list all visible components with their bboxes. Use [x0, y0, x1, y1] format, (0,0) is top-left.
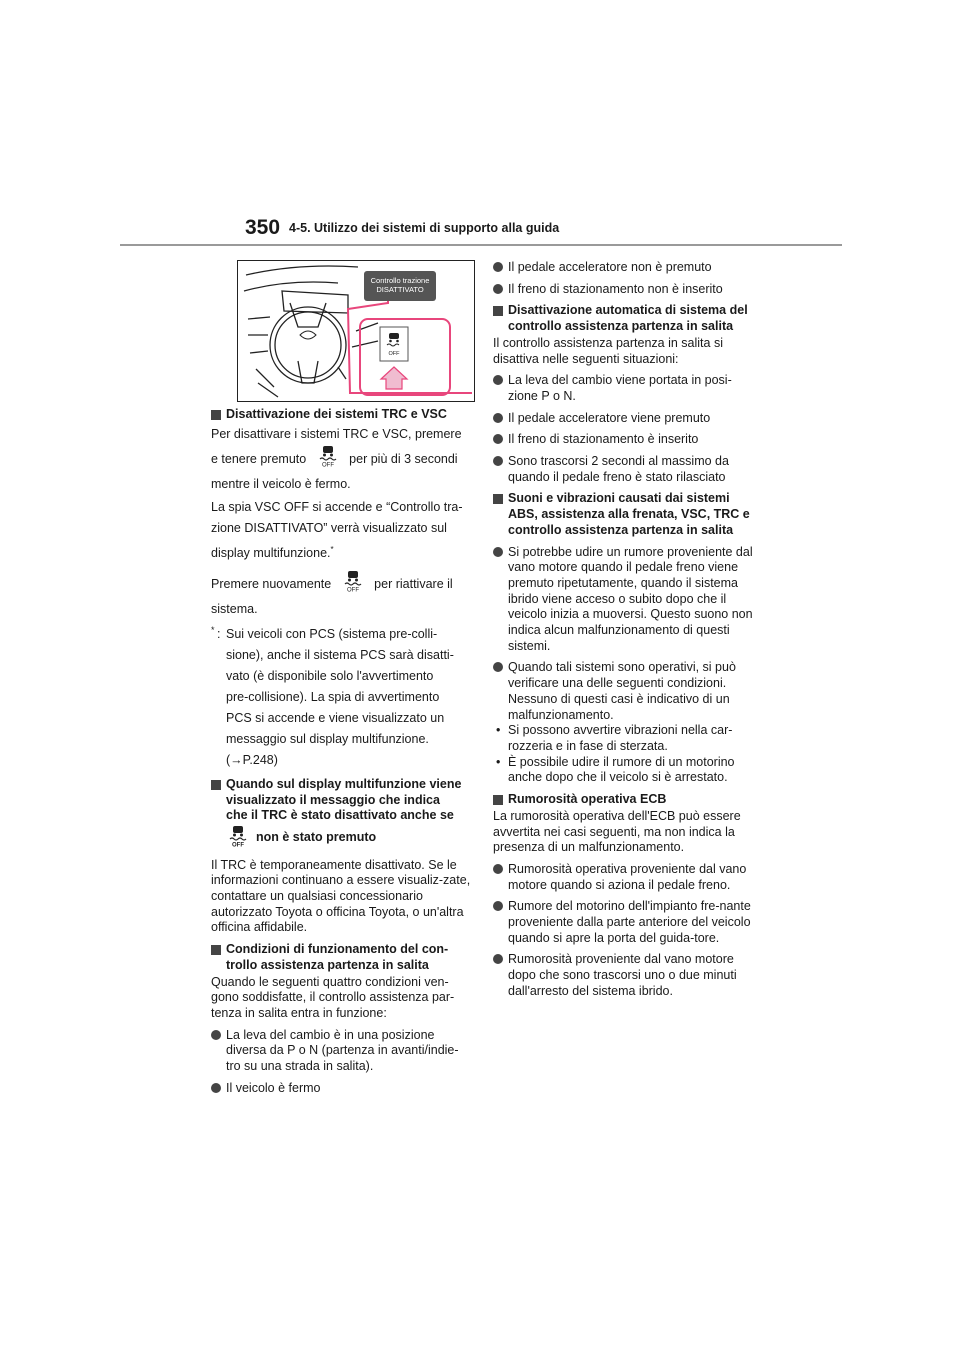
list-item: La leva del cambio viene portata in posi-zione P o N.	[493, 373, 753, 404]
circle-bullet-icon	[211, 1030, 221, 1040]
sub-list-item: • Si possono avvertire vibrazioni nella car-rozzeria e in fase di sterzata.	[496, 723, 733, 753]
svg-text:OFF: OFF	[388, 351, 400, 357]
svg-text:OFF: OFF	[232, 842, 244, 847]
para-auto-deactivation: Il controllo assistenza partenza in salita si disattiva nelle seguenti situazioni:	[493, 335, 723, 366]
heading-trc-vsc-off: Disattivazione dei sistemi TRC e VSC	[211, 407, 471, 423]
square-bullet-icon	[493, 795, 503, 805]
header-divider	[120, 244, 842, 246]
list-item: Il veicolo è fermo	[211, 1081, 471, 1097]
para-trc-temporarily-off: Il TRC è temporaneamente disattivato. Se le informazioni continuano a essere visualiz-zate, contattare un qualsiasi concessionario autorizzato Toyota o officina Toyota, o un'altra officina affidabile.	[211, 857, 471, 935]
list-item: Rumorosità operativa proveniente dal vano motore quando si aziona il pedale freno.	[493, 862, 753, 893]
square-bullet-icon	[211, 945, 221, 955]
left-column	[211, 260, 471, 1103]
heading-trc-message-tail: OFF non è stato premuto	[211, 825, 471, 852]
circle-bullet-icon	[493, 456, 503, 466]
note-line: (→P.248)	[226, 752, 278, 767]
svg-text:OFF: OFF	[321, 462, 334, 467]
circle-bullet-icon	[493, 954, 503, 964]
list-item: Rumore del motorino dell'impianto fre-nante proveniente dalla parte anteriore del veicolo quando si apre la porta del guida-tore.	[493, 899, 753, 946]
list-item: Il pedale acceleratore viene premuto	[493, 411, 753, 427]
svg-text:OFF: OFF	[346, 587, 359, 592]
heading-auto-deactivation: Disattivazione automatica di sistema del controllo assistenza partenza in salita	[493, 303, 753, 334]
page-number: 350	[245, 216, 281, 239]
footnote-pcs: * : Sui veicoli con PCS (sistema pre-colli- sione), anche il sistema PCS sarà disatti- vato (è disponibile solo l'avvertimento pre-collisione). La spia di avvertimento PCS si accende e viene visualizzato un messaggio sul display multifunzione. (→P.248)	[211, 624, 471, 771]
list-item: Il freno di stazionamento è inserito	[493, 432, 753, 448]
list-item: La leva del cambio è in una posizione diversa da P o N (partenza in avanti/indie-tro su una strada in salita).	[211, 1028, 471, 1075]
list-item: Sono trascorsi 2 secondi al massimo da quando il pedale freno è stato rilasciato	[493, 454, 753, 485]
sub-list-item: • È possibile udire il rumore di un motorino anche dopo che il veicolo si è arrestato.	[496, 754, 735, 785]
trc-off-callout	[364, 271, 436, 301]
list-item: Rumorosità proveniente dal vano motore dopo che sono trascorsi uno o due minuti dall'arresto del sistema ibrido.	[493, 952, 753, 999]
up-arrow-icon	[381, 367, 407, 389]
circle-bullet-icon	[493, 901, 503, 911]
trc-vsc-off-button-icon	[318, 445, 338, 474]
para-ecb-noise: La rumorosità operativa dell'ECB può essere avvertita nei casi seguenti, ma non indica la presenza di un malfunzionamento.	[493, 808, 741, 855]
note-line: vato (è disponibile solo l'avvertimento	[226, 668, 434, 683]
circle-bullet-icon	[493, 375, 503, 385]
note-line: Sui veicoli con PCS (sistema pre-colli-	[226, 626, 438, 641]
square-bullet-icon	[493, 306, 503, 316]
list-item: Quando tali sistemi sono operativi, si può verificare una delle seguenti condizioni. Nessuno di questi casi è indicativo di un malfunzionamento.	[493, 660, 753, 723]
callout-line-1: Controllo trazione	[370, 276, 430, 285]
right-column	[493, 260, 753, 1006]
circle-bullet-icon	[493, 413, 503, 423]
circle-bullet-icon	[493, 547, 503, 557]
footnote-mark: *	[211, 624, 215, 635]
square-bullet-icon	[211, 780, 221, 790]
trc-vsc-off-button-icon	[228, 825, 248, 852]
list-item: Si potrebbe udire un rumore proveniente dal vano motore quando il pedale freno viene premuto ripetutamente, quando il sistema ibrido viene acceso o subito dopo che il veicolo inizia a muoversi. Questo suono non indica alcun malfunzionamento di questi sistemi.	[493, 545, 753, 655]
note-line: sione), anche il sistema PCS sarà disatti-	[226, 647, 454, 662]
heading-ecb-noise: Rumorosità operativa ECB	[493, 792, 753, 808]
dashboard-illustration	[237, 260, 475, 402]
heading-sounds-vibrations: Suoni e vibrazioni causati dai sistemi ABS, assistenza alla frenata, VSC, TRC e controllo assistenza partenza in salita	[493, 491, 753, 538]
circle-bullet-icon	[493, 434, 503, 444]
circle-bullet-icon	[211, 1083, 221, 1093]
list-item: Il freno di stazionamento non è inserito	[493, 282, 753, 298]
square-bullet-icon	[493, 494, 503, 504]
circle-bullet-icon	[493, 262, 503, 272]
para-vsc-off-indicator: La spia VSC OFF si accende e “Controllo tra- zione DISATTIVATO” verrà visualizzato sul display multifunzione.*	[211, 499, 463, 560]
circle-bullet-icon	[493, 284, 503, 294]
para-deactivate: Per disattivare i sistemi TRC e VSC, premere e tenere premuto OFF per più di 3 secondi mentre il veicolo è fermo.	[211, 426, 462, 491]
heading-hill-start-conditions: Condizioni di funzionamento del con-trollo assistenza partenza in salita	[211, 942, 471, 973]
note-line: messaggio sul display multifunzione.	[226, 731, 429, 746]
trc-vsc-off-button-icon	[343, 570, 363, 599]
circle-bullet-icon	[493, 864, 503, 874]
para-reactivate: Premere nuovamente OFF per riattivare il sistema.	[211, 570, 471, 620]
square-bullet-icon	[211, 410, 221, 420]
heading-trc-message: Quando sul display multifunzione viene visualizzato il messaggio che indica che il TRC è stato disattivato anche se	[211, 777, 471, 824]
list-item: Il pedale acceleratore non è premuto	[493, 260, 753, 276]
callout-line-2: DISATTIVATO	[376, 285, 424, 294]
section-title: 4-5. Utilizzo dei sistemi di supporto alla guida	[289, 221, 560, 235]
dashboard-drawing	[238, 261, 474, 401]
note-line: PCS si accende e viene visualizzato un	[226, 710, 445, 725]
para-hill-start-intro: Quando le seguenti quattro condizioni ven-gono soddisfatte, il controllo assistenza par-tenza in salita entra in funzione:	[211, 974, 455, 1020]
circle-bullet-icon	[493, 662, 503, 672]
note-line: pre-collisione). La spia di avvertimento	[226, 689, 440, 704]
